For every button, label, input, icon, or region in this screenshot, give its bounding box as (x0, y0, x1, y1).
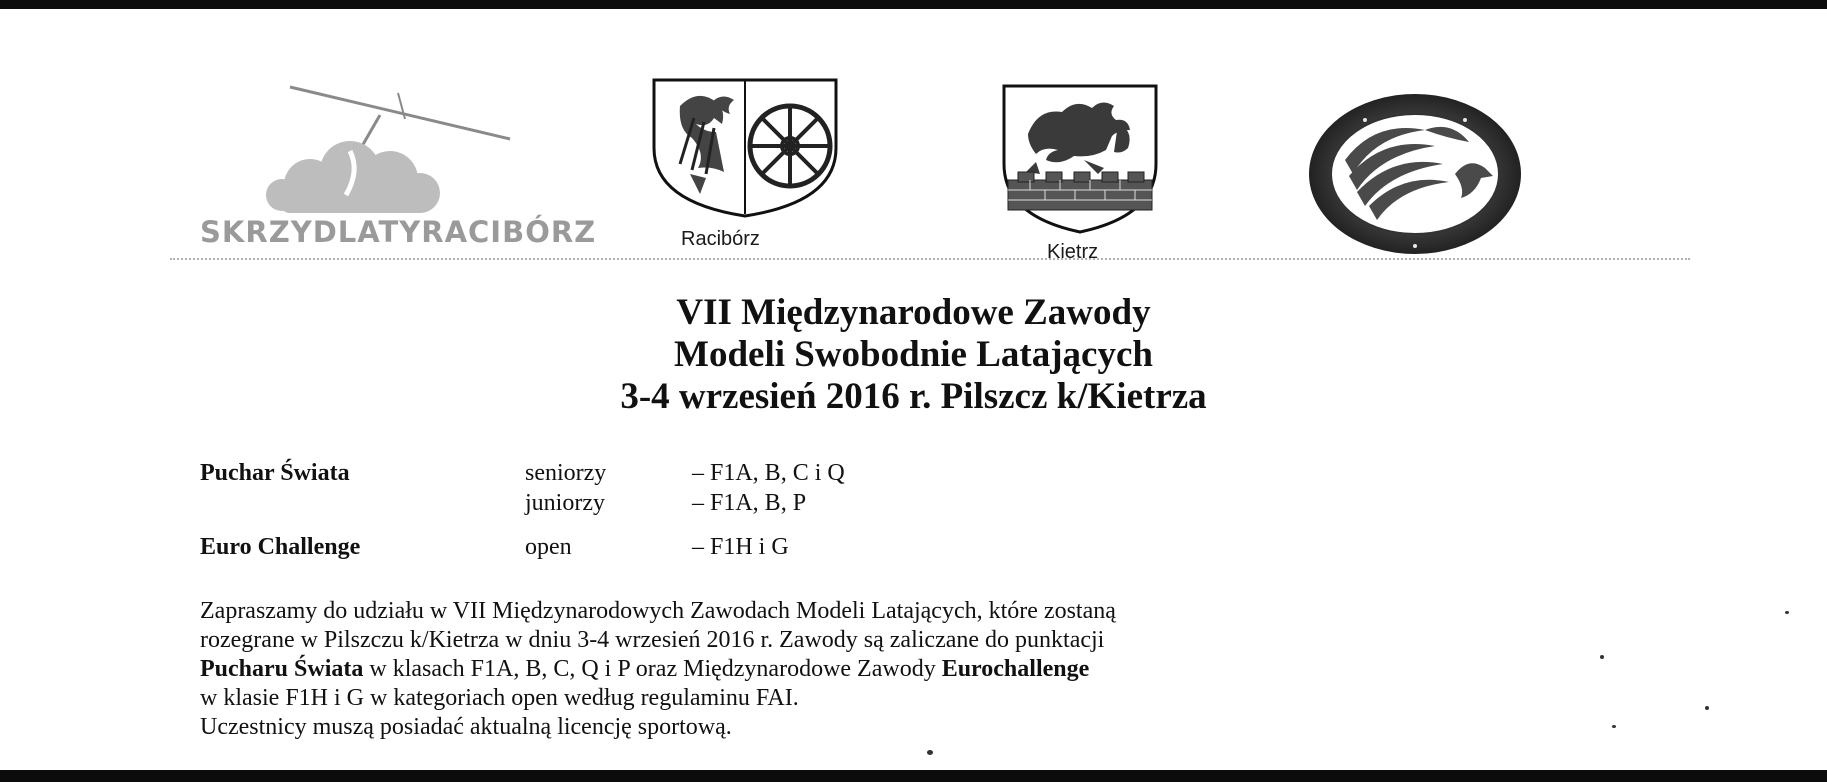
skrzydlaty-wordmark: SKRZYDLATYRACIBÓRZ (200, 215, 597, 249)
club-circular-emblem-logo (1305, 90, 1525, 260)
model-classes: – F1A, B, P (692, 490, 807, 516)
category: juniorzy (525, 490, 605, 516)
model-classes: – F1H i G (692, 534, 789, 560)
model-classes: – F1A, B, C i Q (692, 460, 845, 486)
category: seniorzy (525, 460, 607, 486)
title-line-3: 3-4 wrzesień 2016 r. Pilszcz k/Kietrza (620, 376, 1207, 417)
scan-speck (1705, 706, 1709, 710)
kietrz-caption: Kietrz (1047, 241, 1099, 263)
kietrz-coat-of-arms (1000, 84, 1160, 264)
scan-speck (1612, 725, 1616, 728)
scan-border-bottom (0, 770, 1827, 782)
event-name: Euro Challenge (200, 534, 361, 560)
skrzydlaty-raciborz-logo (200, 75, 597, 255)
raciborz-caption: Racibórz (681, 228, 760, 250)
header-divider (170, 258, 1690, 260)
title-line-1: VII Międzynarodowe Zawody (676, 292, 1151, 333)
paragraph-line-4: w klasie F1H i G w kategoriach open według regulaminu FAI. (200, 685, 799, 711)
paragraph-line-2: rozegrane w Pilszczu k/Kietrza w dniu 3-4 wrzesień 2016 r. Zawody są zaliczane do punktacji (200, 627, 1105, 653)
event-name: Puchar Świata (200, 460, 350, 486)
paragraph-line-3 (200, 655, 1640, 684)
scan-speck (1785, 611, 1789, 614)
paragraph-line-1: Zapraszamy do udziału w VII Międzynarodowych Zawodach Modeli Latających, które zostaną (200, 598, 1116, 624)
scan-border-top (0, 0, 1827, 9)
paragraph-line-5: Uczestnicy muszą posiadać aktualną licencję sportową. (200, 714, 732, 740)
scan-speck (1600, 655, 1604, 659)
world-cup-bold: Pucharu Świata (200, 656, 364, 682)
raciborz-coat-of-arms (650, 78, 840, 248)
logo-row (0, 70, 1827, 270)
category: open (525, 534, 572, 560)
invitation-paragraph (200, 597, 1640, 742)
title-block (0, 292, 1827, 418)
eurochallenge-bold: Eurochallenge (941, 656, 1090, 682)
paragraph-line-3-middle: w klasach F1A, B, C, Q i P oraz Międzynarodowe Zawody (363, 656, 942, 682)
title-line-2: Modeli Swobodnie Latających (674, 334, 1153, 375)
scan-speck (927, 750, 933, 755)
